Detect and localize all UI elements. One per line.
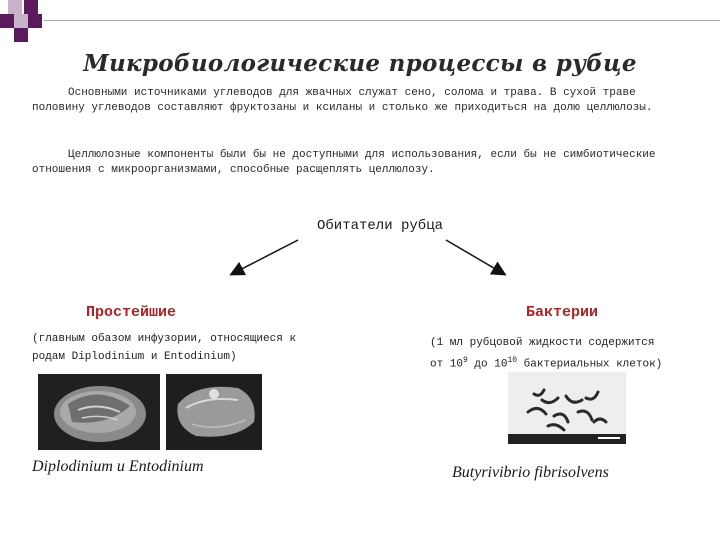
- diplodinium-photo: [38, 374, 160, 450]
- arrow-to-bacteria: [446, 240, 504, 274]
- arrow-to-protozoa: [232, 240, 298, 274]
- protozoa-heading: Простейшие: [86, 304, 177, 321]
- protozoa-caption: Diplodinium и Entodinium: [32, 458, 204, 475]
- entodinium-photo: [166, 374, 262, 450]
- paragraph-cellulose: Целлюлозные компоненты были бы не доступными для использования, если бы не симбиотические отношения с микроорганизмами, способные расщеплять целлюлозу.: [32, 149, 656, 176]
- paragraph-carbohydrates: Основными источниками углеводов для жвачных служат сено, солома и трава. В сухой траве половину углеводов составляют фруктозаны и ксиланы и столько же приходиться на долю целлюлозы.: [32, 87, 653, 114]
- protozoa-note: (главным обазом инфузории, относящиеся к родам Diplodinium и Entodinium): [32, 333, 297, 363]
- bacteria-note: (1 мл рубцовой жидкости содержится от $10^9$ до $10^{10}$ бактериальных клеток): [430, 337, 663, 371]
- rumen-inhabitants-label: Обитатели рубца: [316, 218, 444, 234]
- butyrivibrio-photo: [508, 372, 626, 444]
- bacteria-heading: Бактерии: [526, 304, 599, 321]
- bacteria-caption: Butyrivibrio fibrisolvens: [452, 464, 609, 481]
- page-title: Микробиологические процессы в рубце: [83, 50, 637, 77]
